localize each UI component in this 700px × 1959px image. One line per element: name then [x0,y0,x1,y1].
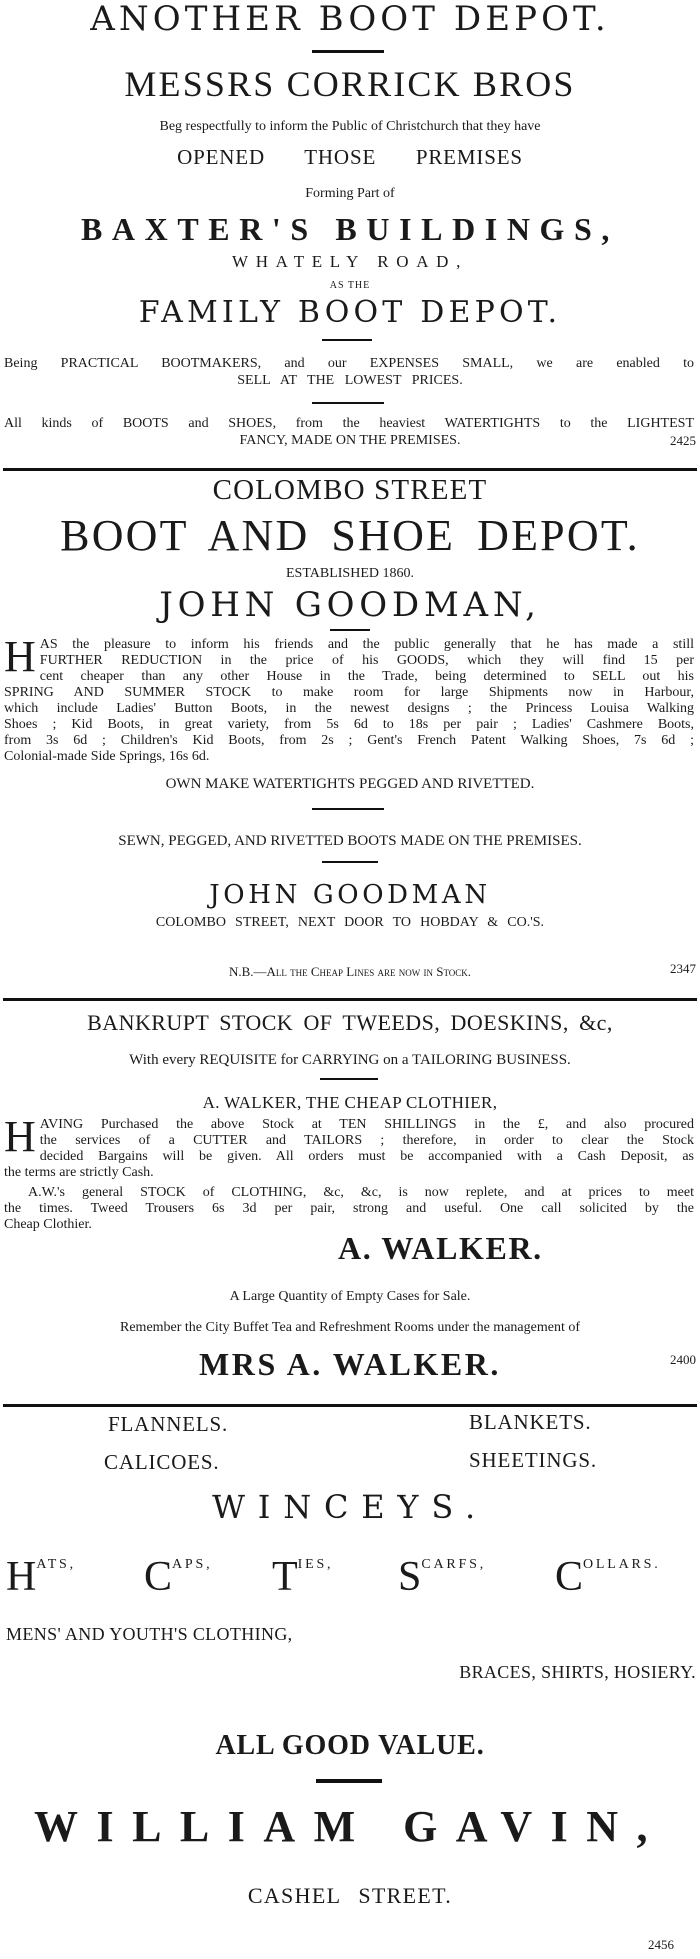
ad4-name: WILLIAM GAVIN, [34,1802,666,1851]
ad2-depot: BOOT AND SHOE DEPOT. [60,511,640,560]
ad4-sheetings: SHEETINGS. [469,1448,597,1472]
ad2-nb: N.B.—All the Cheap Lines are now in Stock. [228,964,472,979]
ad2-body-line-5: which include Ladies' Button Boots, in the newest designs ; the Princess Louisa Walking [4,701,694,716]
ad2-rule-small [330,629,370,631]
ad2-name2: JOHN GOODMAN [209,880,491,910]
ad3-clothier: A. WALKER, THE CHEAP CLOTHIER, [202,1093,498,1112]
ad4-collars-rest: OLLARS. [583,1557,661,1572]
ad1-all-line2: FANCY, MADE ON THE PREMISES. [239,433,461,448]
ad1-rule-small [322,339,372,341]
ad4-mens: MENS' AND YOUTH'S CLOTHING, [6,1624,293,1644]
ad1-building: BAXTER'S BUILDINGS, [80,211,620,247]
ad3-with: With every REQUISITE for CARRYING on a TAILORING BUSINESS. [129,1052,571,1068]
ad1-being-line1: Being PRACTICAL BOOTMAKERS, and our EXPENSES SMALL, we are enabled to [4,356,694,371]
ad4-value: ALL GOOD VALUE. [215,1730,485,1761]
ad4-caps-cap: C [144,1554,173,1600]
ad2-body [4,632,694,765]
ad4-hats-cap: H [6,1554,37,1600]
ad3-headline: BANKRUPT STOCK OF TWEEDS, DOESKINS, &c, [87,1010,613,1035]
separator-rule-3 [3,1404,697,1407]
ad1-all-line1: All kinds of BOOTS and SHOES, from the heaviest WATERTIGHTS to the LIGHTEST [4,416,694,431]
ad4-hats [6,1553,76,1601]
ad1-as-the: AS THE [329,280,371,291]
ad2-body-line-6: Shoes ; Kid Boots, in great variety, from 5s 6d to 18s per pair ; Ladies' Cashmere Boots, [4,717,694,732]
ad3-signature: A. WALKER. [338,1230,543,1266]
ad3-drop-cap: H [4,1112,36,1161]
ad3-aw-line-3: Cheap Clothier. [4,1217,92,1232]
ad4-ties [272,1553,333,1601]
ad3-remember: Remember the City Buffet Tea and Refreshment Rooms under the management of [120,1320,580,1335]
ad2-own-make: OWN MAKE WATERTIGHTS PEGGED AND RIVETTED. [165,776,535,792]
ad1-family-boot-depot: FAMILY BOOT DEPOT. [138,295,562,330]
ad1-number: 2425 [670,433,696,448]
ad3-body-line-2: the services of a CUTTER and TAILORS ; therefore, in order to clear the Stock [39,1133,694,1148]
ad4-winceys: WINCEYS. [212,1488,488,1526]
ad4-scarfs-cap: S [398,1554,422,1600]
ad4-street: CASHEL STREET. [247,1883,453,1908]
ad2-body-line-3: cent cheaper than any other House in the Trade, being determined to SELL out his [39,669,694,684]
ad1-headline: ANOTHER BOOT DEPOT. [90,0,610,39]
ad2-established: ESTABLISHED 1860. [286,566,414,581]
ad4-flannels: FLANNELS. [108,1412,229,1436]
ad3-aw [4,1185,694,1233]
separator-rule-1 [3,468,697,471]
ad4-calicoes: CALICOES. [104,1450,220,1474]
ad2-rule-2 [312,808,384,810]
ad4-collars [555,1553,661,1601]
ad3-aw-line-1: A.W.'s general STOCK of CLOTHING, &c, &c, is now replete, and at prices to meet [28,1185,694,1200]
ad1-intro: Beg respectfully to inform the Public of Christchurch that they have [159,119,541,134]
ad4-collars-cap: C [555,1554,584,1600]
ad2-street: COLOMBO STREET [212,474,488,506]
ad4-rule-small [316,1779,382,1783]
ad4-hats-rest: ATS, [36,1557,76,1572]
ad3-rule-small [320,1078,378,1080]
ad3-body-line-3: decided Bargains will be given. All orders must be accompanied with a Cash Deposit, as [39,1149,694,1164]
ad1-firm-name: MESSRS CORRICK BROS [124,64,576,104]
ad3-number: 2400 [670,1352,696,1367]
ad2-rule-3 [322,861,378,863]
ad4-number: 2456 [648,1937,674,1952]
ad4-braces: BRACES, SHIRTS, HOSIERY. [459,1662,696,1682]
ad2-body-line-7: from 3s 6d ; Children's Kid Boots, from 2s ; Gent's French Patent Walking Shoes, 7s 6d ; [4,733,694,748]
ad2-body-line-1: AS the pleasure to inform his friends and the public generally that he has made a still [39,637,694,652]
ad2-body-line-2: FURTHER REDUCTION in the price of his GOODS, which they will find 15 per [39,653,694,668]
ad3-body-line-1: AVING Purchased the above Stock at TEN SHILLINGS in the £, and also procured [39,1117,694,1132]
ad3-body-line-4: the terms are strictly Cash. [4,1165,154,1180]
ad3-aw-line-2: the times. Tweed Trousers 6s 3d per pair, strong and useful. One call solicited by the [4,1201,694,1216]
ad1-short-rule-2 [312,402,384,404]
ad1-being-line2: SELL AT THE LOWEST PRICES. [237,373,463,388]
ad2-sewn: SEWN, PEGGED, AND RIVETTED BOOTS MADE ON THE PREMISES. [118,833,582,849]
ad3-body [4,1112,694,1181]
ad4-ties-cap: T [272,1554,298,1600]
ad4-scarfs-rest: CARFS, [421,1557,487,1572]
ad3-mrs: MRS A. WALKER. [199,1346,501,1382]
ad2-number: 2347 [670,961,696,976]
ad4-ties-rest: IES, [297,1557,334,1572]
ad1-opened: OPENED THOSE PREMISES [177,145,523,169]
ad1-road: WHATELY ROAD, [232,252,468,271]
ad4-caps [144,1553,212,1601]
ad1-short-rule [312,50,384,53]
ad3-cases: A Large Quantity of Empty Cases for Sale. [229,1289,471,1304]
ad4-blankets: BLANKETS. [469,1410,592,1434]
ad2-name: JOHN GOODMAN, [159,585,541,625]
ad4-scarfs [398,1553,486,1601]
ad2-body-line-8: Colonial-made Side Springs, 16s 6d. [4,749,210,764]
ad1-forming: Forming Part of [305,186,395,201]
ad2-drop-cap: H [4,632,36,681]
ad2-address: COLOMBO STREET, NEXT DOOR TO HOBDAY & CO.'S. [155,915,545,930]
separator-rule-2 [3,998,697,1001]
ad4-caps-rest: APS, [172,1557,213,1572]
ad2-body-line-4: SPRING AND SUMMER STOCK to make room for large Shipments now in Harbour, [4,685,694,700]
